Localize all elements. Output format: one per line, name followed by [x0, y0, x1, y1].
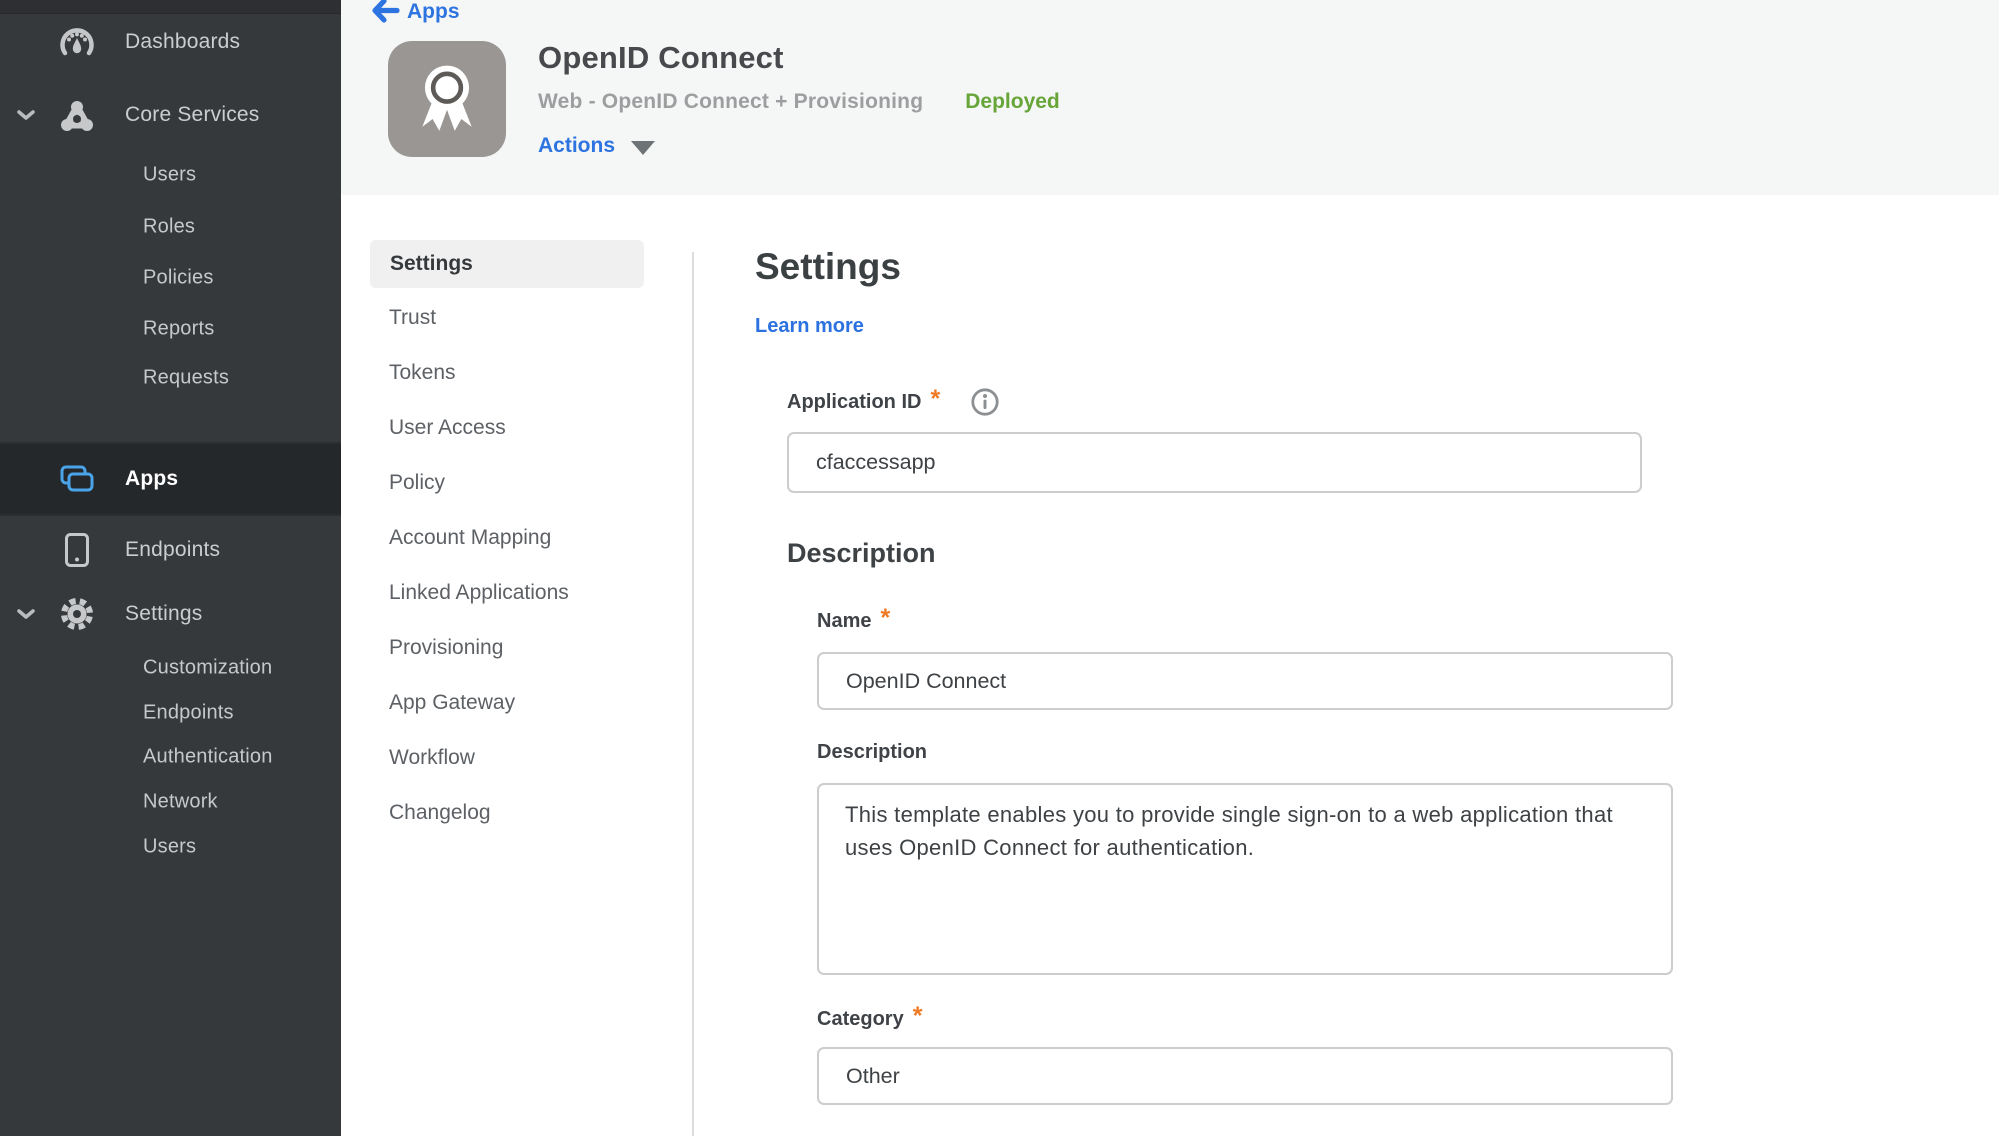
- sidebar-item-label: Settings: [125, 602, 203, 625]
- sidebar-item-authentication[interactable]: [0, 735, 341, 779]
- subnav-item-trust[interactable]: Trust: [389, 306, 437, 329]
- info-icon[interactable]: [970, 387, 1000, 417]
- description-label: Description: [817, 740, 928, 763]
- sidebar-item-label: Endpoints: [125, 538, 221, 561]
- sidebar-item-label: Users: [143, 835, 197, 858]
- sidebar-item-label: Endpoints: [143, 701, 234, 724]
- sidebar-item-core-services[interactable]: [0, 85, 341, 145]
- subnav-item-settings[interactable]: [370, 240, 644, 288]
- apps-icon: [58, 464, 96, 494]
- back-link-label: Apps: [407, 0, 460, 23]
- subnav-item-policy[interactable]: Policy: [389, 471, 446, 494]
- required-marker: *: [930, 384, 941, 413]
- app-subtitle: Web - OpenID Connect + Provisioning: [538, 90, 924, 113]
- sidebar-item-users[interactable]: [0, 152, 341, 198]
- sidebar-item-apps-active[interactable]: [0, 442, 341, 516]
- subnav-item-changelog[interactable]: Changelog: [389, 801, 491, 824]
- subnav-item-account-mapping[interactable]: Account Mapping: [389, 526, 552, 549]
- description-section-title: Description: [787, 538, 936, 568]
- gear-icon: [58, 595, 96, 633]
- page-title: Settings: [755, 246, 901, 287]
- category-input[interactable]: [817, 1047, 1673, 1105]
- application-id-input[interactable]: [787, 432, 1642, 493]
- category-label: Category: [817, 1007, 904, 1030]
- subnav-item-user-access[interactable]: User Access: [389, 416, 506, 439]
- sidebar-item-label: Core Services: [125, 103, 260, 126]
- app-header: [341, 0, 1999, 195]
- sidebar-item-settings-users[interactable]: [0, 825, 341, 869]
- subnav-item-label: Settings: [390, 252, 473, 275]
- sidebar-item-customization[interactable]: [0, 646, 341, 690]
- back-to-apps-link[interactable]: [370, 0, 460, 25]
- sidebar-item-label: Customization: [143, 656, 273, 679]
- app-subnav: [341, 195, 692, 1136]
- sidebar-item-label: Policies: [143, 266, 214, 289]
- actions-label: Actions: [538, 134, 616, 157]
- chevron-down-icon[interactable]: [17, 110, 35, 120]
- application-id-label: Application ID: [787, 390, 922, 413]
- subnav-item-tokens[interactable]: Tokens: [389, 361, 456, 384]
- vertical-divider: [692, 252, 694, 1136]
- sidebar-item-label: Apps: [125, 467, 179, 490]
- app-title: OpenID Connect: [538, 40, 784, 75]
- sidebar-item-policies[interactable]: [0, 255, 341, 301]
- learn-more-link[interactable]: Learn more: [755, 315, 864, 337]
- sidebar-item-settings[interactable]: [0, 588, 341, 640]
- sidebar-item-label: Authentication: [143, 745, 273, 768]
- description-textarea[interactable]: [817, 783, 1673, 975]
- status-badge: Deployed: [965, 90, 1060, 113]
- core-services-icon: [58, 98, 96, 132]
- sidebar-item-label: Users: [143, 163, 197, 186]
- tablet-icon: [58, 532, 96, 568]
- dashboard-gauge-icon: [58, 26, 96, 58]
- sidebar-item-requests[interactable]: [0, 355, 341, 401]
- sidebar-item-roles[interactable]: [0, 204, 341, 250]
- sidebar-item-settings-endpoints[interactable]: [0, 691, 341, 735]
- required-marker: *: [880, 603, 891, 632]
- actions-menu-button[interactable]: [538, 134, 655, 158]
- sidebar-item-label: Roles: [143, 215, 196, 238]
- name-label: Name: [817, 609, 872, 632]
- arrow-left-icon: [370, 0, 400, 25]
- chevron-down-icon[interactable]: [17, 609, 35, 619]
- sidebar-item-endpoints[interactable]: [0, 524, 341, 576]
- subnav-item-workflow[interactable]: Workflow: [389, 746, 475, 769]
- sidebar-item-label: Requests: [143, 366, 230, 389]
- required-marker: *: [912, 1001, 923, 1030]
- sidebar-item-label: Reports: [143, 317, 215, 340]
- sidebar-item-reports[interactable]: [0, 306, 341, 352]
- name-input[interactable]: [817, 652, 1673, 710]
- sidebar-top-strip: [0, 0, 341, 14]
- caret-down-icon: [631, 141, 655, 155]
- sidebar-item-label: Network: [143, 790, 218, 813]
- app-ribbon-icon: [388, 41, 506, 157]
- subnav-item-provisioning[interactable]: Provisioning: [389, 636, 504, 659]
- subnav-item-linked-applications[interactable]: Linked Applications: [389, 581, 569, 604]
- sidebar-item-network[interactable]: [0, 780, 341, 824]
- sidebar: [0, 0, 341, 1136]
- sidebar-item-dashboards[interactable]: [0, 14, 341, 70]
- sidebar-item-label: Dashboards: [125, 30, 241, 53]
- subnav-item-app-gateway[interactable]: App Gateway: [389, 691, 516, 714]
